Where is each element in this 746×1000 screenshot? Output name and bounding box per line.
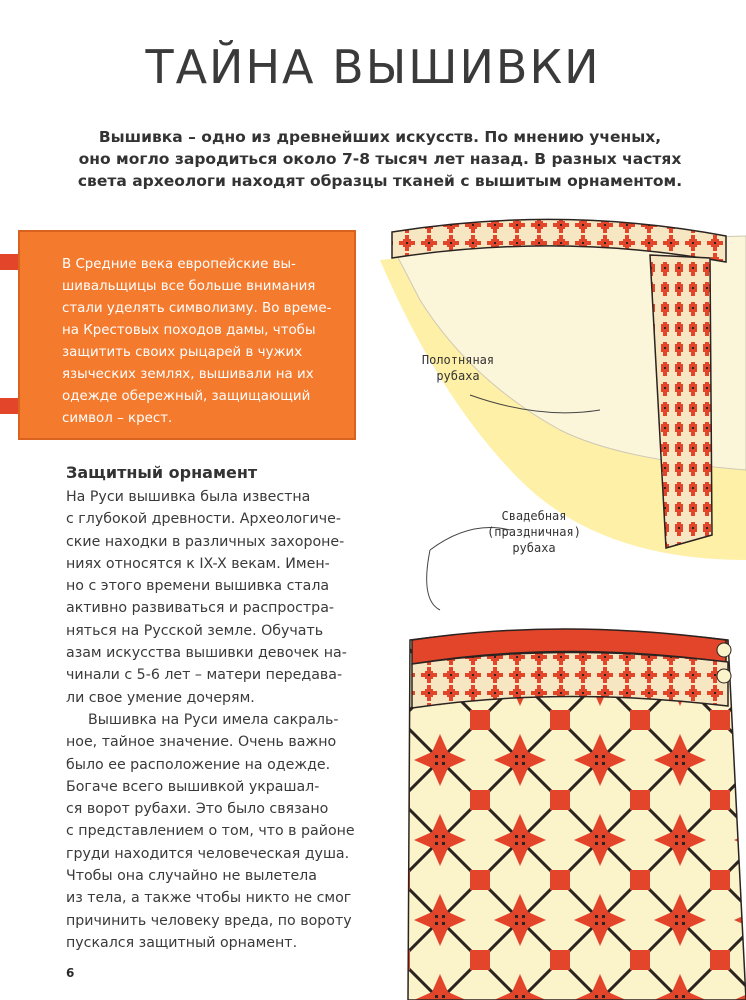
- para2-line: причинить человеку вреда, по вороту: [66, 912, 352, 929]
- section-heading: Защитный орнамент: [66, 463, 258, 482]
- note-line: В Средние века европейские вы-: [62, 257, 296, 272]
- para2-line: Вышивка на Руси имела сакраль-: [88, 711, 339, 728]
- label-line: Полотняная: [421, 353, 495, 367]
- para1-line: ли свое умение дочерям.: [66, 689, 255, 706]
- para2-line: из тела, а также чтобы никто не смог: [66, 890, 352, 907]
- para1-line: чинали с 5-6 лет – матери передава-: [66, 667, 343, 684]
- label-line: рубаха: [436, 369, 480, 383]
- note-line: защитить своих рыцарей в чужих: [62, 345, 303, 360]
- para1-line: ские находки в различных захороне-: [66, 533, 345, 550]
- label-line: рубаха: [512, 541, 556, 555]
- para1-line: с глубокой древности. Археологиче-: [66, 511, 341, 528]
- para2-line: груди находится человеческая душа.: [66, 845, 350, 862]
- para1-line: но с этого времени вышивка стала: [66, 578, 330, 595]
- para1-line: азам искусства вышивки девочек на-: [66, 645, 347, 662]
- label-line: (праздничная): [487, 525, 581, 539]
- note-line: языческих землях, вышивали на их: [62, 367, 314, 382]
- lead-line: оно могло зародиться около 7-8 тысяч лет назад. В разных частях: [78, 150, 682, 168]
- note-line: шивальщицы все больше внимания: [62, 279, 316, 294]
- note-line: символ – крест.: [62, 411, 173, 426]
- para2-line: ное, тайное значение. Очень важно: [66, 734, 337, 751]
- para2-line: пускался защитный орнамент.: [66, 934, 298, 951]
- para1-line: ниях относятся к IX-X векам. Имен-: [66, 555, 330, 572]
- lead-paragraph: [60, 126, 700, 192]
- sidebar-note: [18, 230, 356, 440]
- lead-line: Вышивка – одно из древнейших искусств. По мнению ученых,: [98, 128, 662, 146]
- para2-line: Богаче всего вышивкой украшал-: [66, 778, 320, 795]
- para2-line: с представлением о том, что в районе: [66, 823, 355, 840]
- para2-line: Чтобы она случайно не вылетела: [66, 868, 317, 885]
- para1-line: няться на Русской земле. Обучать: [66, 622, 324, 639]
- note-line: стали уделять символизму. Во време-: [62, 301, 332, 316]
- note-line: на Крестовых походов дамы, чтобы: [62, 323, 316, 338]
- linen-shirt-label: [408, 352, 508, 384]
- para2-line: было ее расположение на одежде.: [66, 756, 331, 773]
- body-text: [66, 486, 366, 954]
- label-line: Свадебная: [501, 509, 567, 523]
- para2-line: ся ворот рубахи. Это было связано: [66, 801, 329, 818]
- para1-line: На Руси вышивка была известна: [66, 489, 311, 505]
- note-line: одежде обережный, защищающий: [62, 389, 311, 404]
- page-number: 6: [66, 966, 75, 980]
- wedding-shirt-label: [474, 508, 594, 556]
- page-title: ТАЙНА ВЫШИВКИ: [145, 40, 601, 94]
- para1-line: активно развиваться и распростра-: [66, 600, 335, 617]
- lead-line: света археологи находят образцы тканей с вышитым орнаментом.: [77, 172, 683, 190]
